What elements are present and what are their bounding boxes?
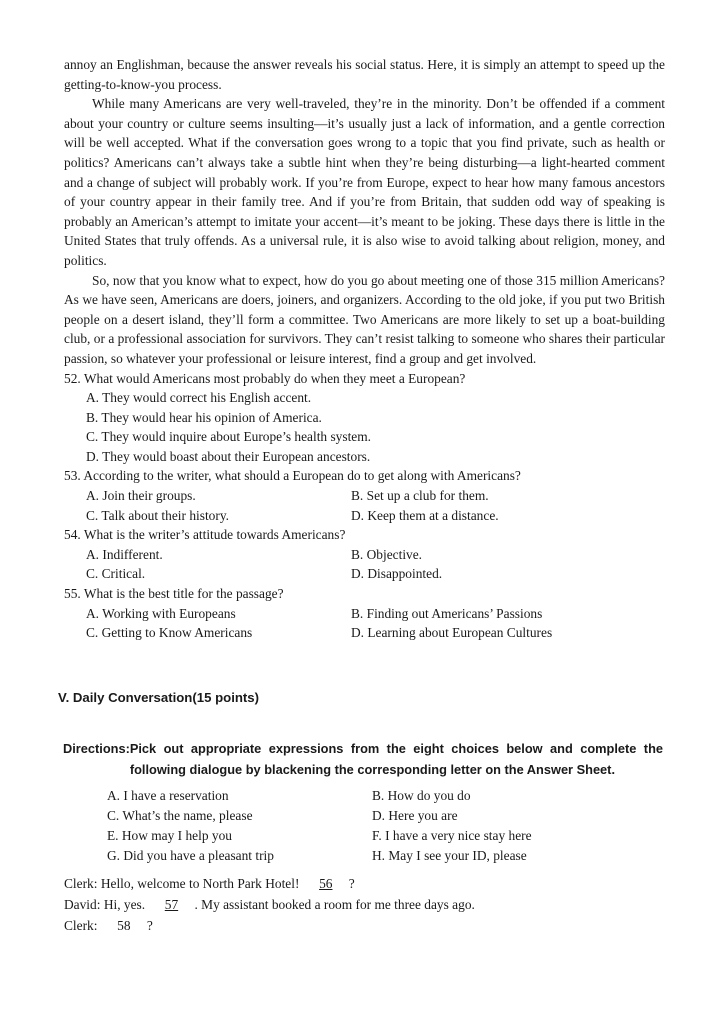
choice: G. Did you have a pleasant trip: [107, 848, 274, 863]
option: D. They would boast about their European ancestors.: [86, 448, 371, 464]
dialogue-choices: [107, 786, 637, 866]
question-number: 55.: [64, 586, 81, 602]
dialogue-line: [64, 873, 475, 894]
dialogue-line: [64, 915, 475, 936]
option: D. Disappointed.: [351, 566, 443, 582]
choice: C. What’s the name, please: [107, 808, 253, 823]
answer-blank: 56: [319, 876, 333, 891]
directions-label: Directions:: [63, 741, 130, 756]
choice: A. I have a reservation: [107, 788, 229, 803]
directions-text: Pick out appropriate expressions from the eight choices below and complete the following dialogue by blackening the corresponding letter on the Answer Sheet.: [129, 741, 663, 777]
question-55: [64, 584, 665, 643]
option: B. Objective.: [351, 546, 423, 562]
question-number: 54.: [64, 527, 81, 543]
line-text: ?: [348, 876, 355, 891]
answer-blank: 58: [117, 918, 131, 933]
reading-passage: [64, 55, 665, 643]
choice: B. How do you do: [372, 788, 471, 803]
dialogue-line: [64, 894, 475, 915]
question-54: [64, 525, 665, 584]
option: A. Working with Europeans: [86, 605, 236, 621]
passage-paragraph: So, now that you know what to expect, how do you go about meeting one of those 315 million Americans? As we have seen, Americans are doers, joiners, and organizers. According to the old joke, if you put two British people on a desert island, they’ll form a committee. Two Americans are more likely to set up a boat-building club, or a professional association for survivors. They can’t resist talking to someone who shares their particular passion, so whatever your professional or leisure interest, find a group and get involved.: [64, 272, 665, 366]
option: A. Join their groups.: [86, 488, 196, 504]
choice: H. May I see your ID, please: [372, 848, 527, 863]
question-text: What is the best title for the passage?: [83, 586, 284, 602]
line-text: Hi, yes.: [103, 897, 146, 912]
question-53: [64, 466, 665, 525]
option: D. Learning about European Cultures: [351, 625, 553, 641]
speaker: David:: [64, 897, 101, 912]
choice: D. Here you are: [372, 808, 458, 823]
option: C. Critical.: [86, 566, 146, 582]
choice: F. I have a very nice stay here: [372, 828, 532, 843]
option: D. Keep them at a distance.: [351, 507, 499, 523]
line-text: . My assistant booked a room for me three days ago.: [194, 897, 475, 912]
option: B. Set up a club for them.: [351, 488, 489, 504]
question-number: 52.: [64, 370, 81, 386]
choice: E. How may I help you: [107, 828, 232, 843]
passage-paragraph: While many Americans are very well-traveled, they’re in the minority. Don’t be offended if a comment about your country or culture seems insulting—it’s usually just a lack of information, and a gentle correction will be well accepted. What if the conversation goes wrong to a topic that you find private, such as health or politics? Americans can’t always take a subtle hint when they’re being disturbing—a light-hearted comment and a change of subject will probably work. If you’re from Europe, expect to hear how many famous ancestors of your country appear in their family tree. And if you’re from Britain, that sudden odd way of speaking is probably an American’s attempt to imitate your accent—it’s meant to be joking. These days there is little in the United States that truly offends. As a universal rule, it is also wise to avoid talking about religion, money, and politics.: [64, 96, 665, 268]
directions: [63, 738, 663, 780]
option: C. They would inquire about Europe’s health system.: [86, 429, 372, 445]
option: A. They would correct his English accent.: [86, 390, 312, 406]
option: C. Talk about their history.: [86, 507, 229, 523]
question-52: [64, 369, 665, 467]
section-title: V. Daily Conversation(15 points): [58, 690, 260, 705]
option: B. They would hear his opinion of America.: [86, 409, 322, 425]
dialogue: [64, 873, 475, 936]
question-text: According to the writer, what should a European do to get along with Americans?: [83, 468, 521, 484]
speaker: Clerk:: [64, 876, 98, 891]
speaker: Clerk:: [64, 918, 98, 933]
question-text: What is the writer’s attitude towards Americans?: [83, 527, 346, 543]
option: B. Finding out Americans’ Passions: [351, 605, 543, 621]
answer-blank: 57: [164, 897, 179, 912]
line-text: Hello, welcome to North Park Hotel!: [100, 876, 300, 891]
question-text: What would Americans most probably do when they meet a European?: [83, 370, 466, 386]
passage-continuation: annoy an Englishman, because the answer reveals his social status. Here, it is simply an attempt to speed up the getting-to-know-you process.: [64, 57, 665, 92]
option: C. Getting to Know Americans: [86, 625, 253, 641]
option: A. Indifferent.: [86, 546, 163, 562]
line-text: ?: [146, 918, 153, 933]
question-number: 53.: [64, 468, 81, 484]
